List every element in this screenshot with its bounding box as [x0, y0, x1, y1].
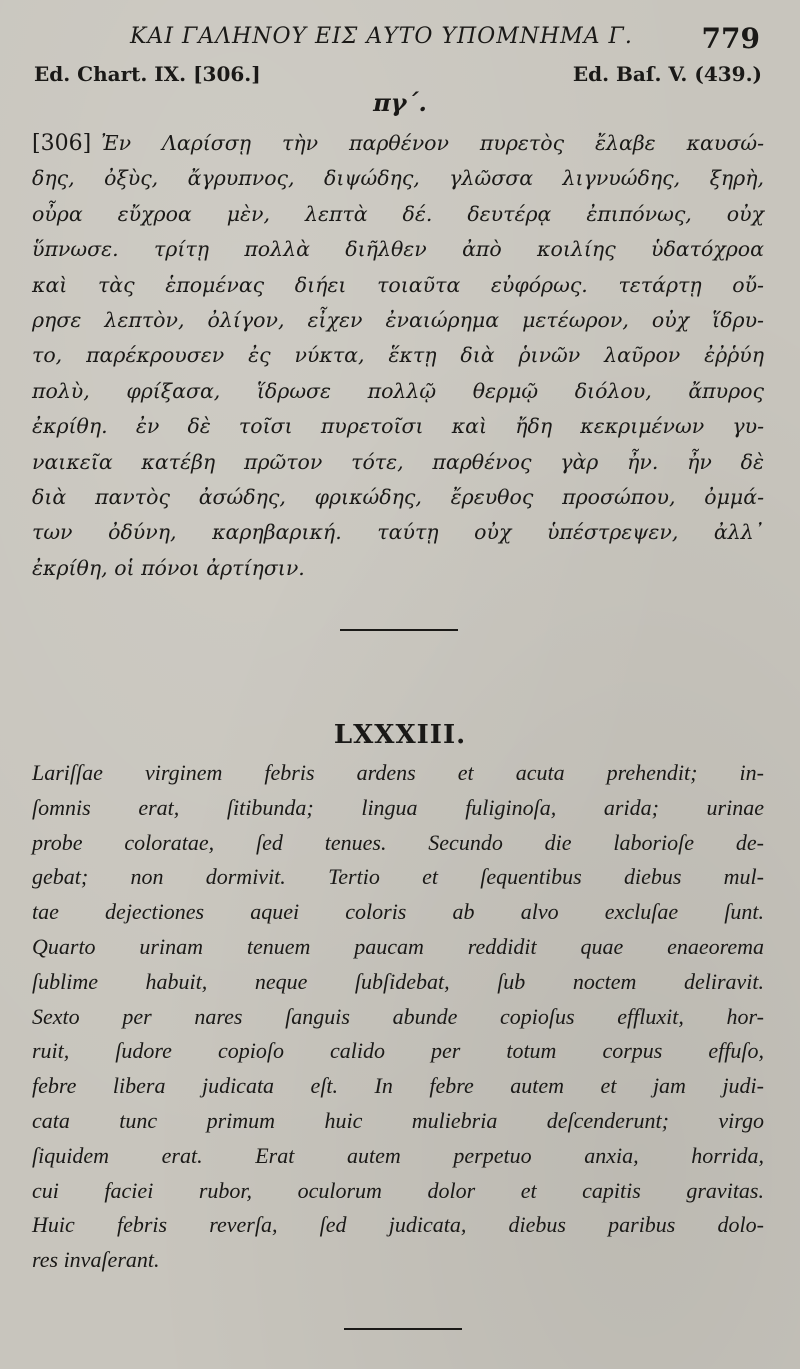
greek-line: ναικεῖα κατέβη πρῶτον τότε, παρθένος γὰρ ἦν. ἦν δὲ [32, 449, 764, 474]
latin-line: Sexto per nares ſanguis abunde copioſus effluxit, hor- [32, 1003, 764, 1029]
greek-line: καὶ τὰς ἑπομένας διήει τοιαῦτα εὐφόρως. τετάρτῃ οὔ- [32, 272, 764, 297]
latin-line: res invaſerant. [32, 1247, 160, 1273]
latin-line: cata tunc primum huic muliebria deſcenderunt; virgo [32, 1107, 764, 1133]
greek-line: των ὀδύνη, καρηβαρική. ταύτῃ οὐχ ὑπέστρεψεν, ἀλλ᾽ [32, 520, 764, 545]
greek-line: ἐκρίθη. ἐν δὲ τοῖσι πυρετοῖσι καὶ ἤδη κεκριμένων γυ- [32, 414, 764, 439]
latin-text-block [32, 756, 764, 1278]
running-title: ΚΑΙ ΓΑΛΗΝΟΥ ΕΙΣ ΑΥΤΟ ΥΠΟΜΝΗΜΑ Γ. [130, 24, 633, 49]
edition-chartier-ref: Ed. Chart. IX. [306.] [34, 62, 261, 86]
greek-line: το, παρέκρουσεν ἐς νύκτα, ἕκτῃ διὰ ῥινῶν λαῦρον ἐῤῥύη [32, 343, 764, 368]
running-head [34, 18, 762, 58]
greek-line: [306] Ἐν Λαρίσσῃ τὴν παρθένον πυρετὸς ἔλαβε καυσώ- [32, 131, 764, 156]
latin-line: tae dejectiones aquei coloris ab alvo excluſae ſunt. [32, 899, 764, 925]
section-marker: [306] [32, 131, 92, 156]
latin-line: ſublime habuit, neque ſubſidebat, ſub noctem deliravit. [32, 968, 764, 994]
greek-line: οὖρα εὔχροα μὲν, λεπτὰ δέ. δευτέρᾳ ἐπιπόνως, οὐχ [32, 201, 764, 226]
greek-line: ὕπνωσε. τρίτῃ πολλὰ διῆλθεν ἀπὸ κοιλίης ὑδατόχροα [32, 237, 764, 262]
latin-line: ſiquidem erat. Erat autem perpetuo anxia, horrida, [32, 1142, 764, 1168]
latin-section-number: LXXXIII. [333, 720, 467, 750]
edition-basel-ref: Ed. Baſ. V. (439.) [572, 62, 762, 86]
latin-line: ſomnis erat, ſitibunda; lingua fuliginoſa, arida; urinae [32, 794, 764, 820]
greek-line: ρησε λεπτὸν, ὀλίγον, εἶχεν ἐναιώρημα μετέωρον, οὐχ ἵδρυ- [32, 308, 764, 333]
latin-line: ruit, ſudore copioſo calido per totum corpus effuſo, [32, 1038, 764, 1064]
latin-line: gebat; non dormivit. Tertio et ſequentibus diebus mul- [32, 864, 764, 890]
latin-line: probe coloratae, ſed tenues. Secundo die laborioſe de- [32, 829, 764, 855]
greek-line: πολὺ, φρίξασα, ἵδρωσε πολλῷ θερμῷ διόλου, ἄπυρος [32, 378, 764, 403]
greek-line: δης, ὀξὺς, ἄγρυπνος, διψώδης, γλῶσσα λιγνυώδης, ξηρὴ, [32, 166, 764, 191]
latin-line: cui faciei rubor, oculorum dolor et capitis gravitas. [32, 1177, 764, 1203]
section-divider [340, 629, 458, 631]
end-divider [344, 1328, 462, 1330]
latin-line: Quarto urinam tenuem paucam reddidit quae enaeorema [32, 933, 764, 959]
greek-section-number: πγ΄. [373, 88, 427, 117]
latin-line: Huic febris reverſa, ſed judicata, diebus paribus dolo- [32, 1212, 764, 1238]
greek-text-block [32, 126, 764, 586]
latin-line: Lariſſae virginem febris ardens et acuta prehendit; in- [32, 760, 764, 785]
latin-line: febre libera judicata eſt. In febre autem et jam judi- [32, 1073, 764, 1099]
greek-line: διὰ παντὸς ἀσώδης, φρικώδης, ἔρευθος προσώπου, ὀμμά- [32, 485, 764, 510]
greek-line: ἐκρίθη, οἱ πόνοι ἀρτίησιν. [32, 555, 305, 580]
page-number: 779 [701, 22, 760, 55]
